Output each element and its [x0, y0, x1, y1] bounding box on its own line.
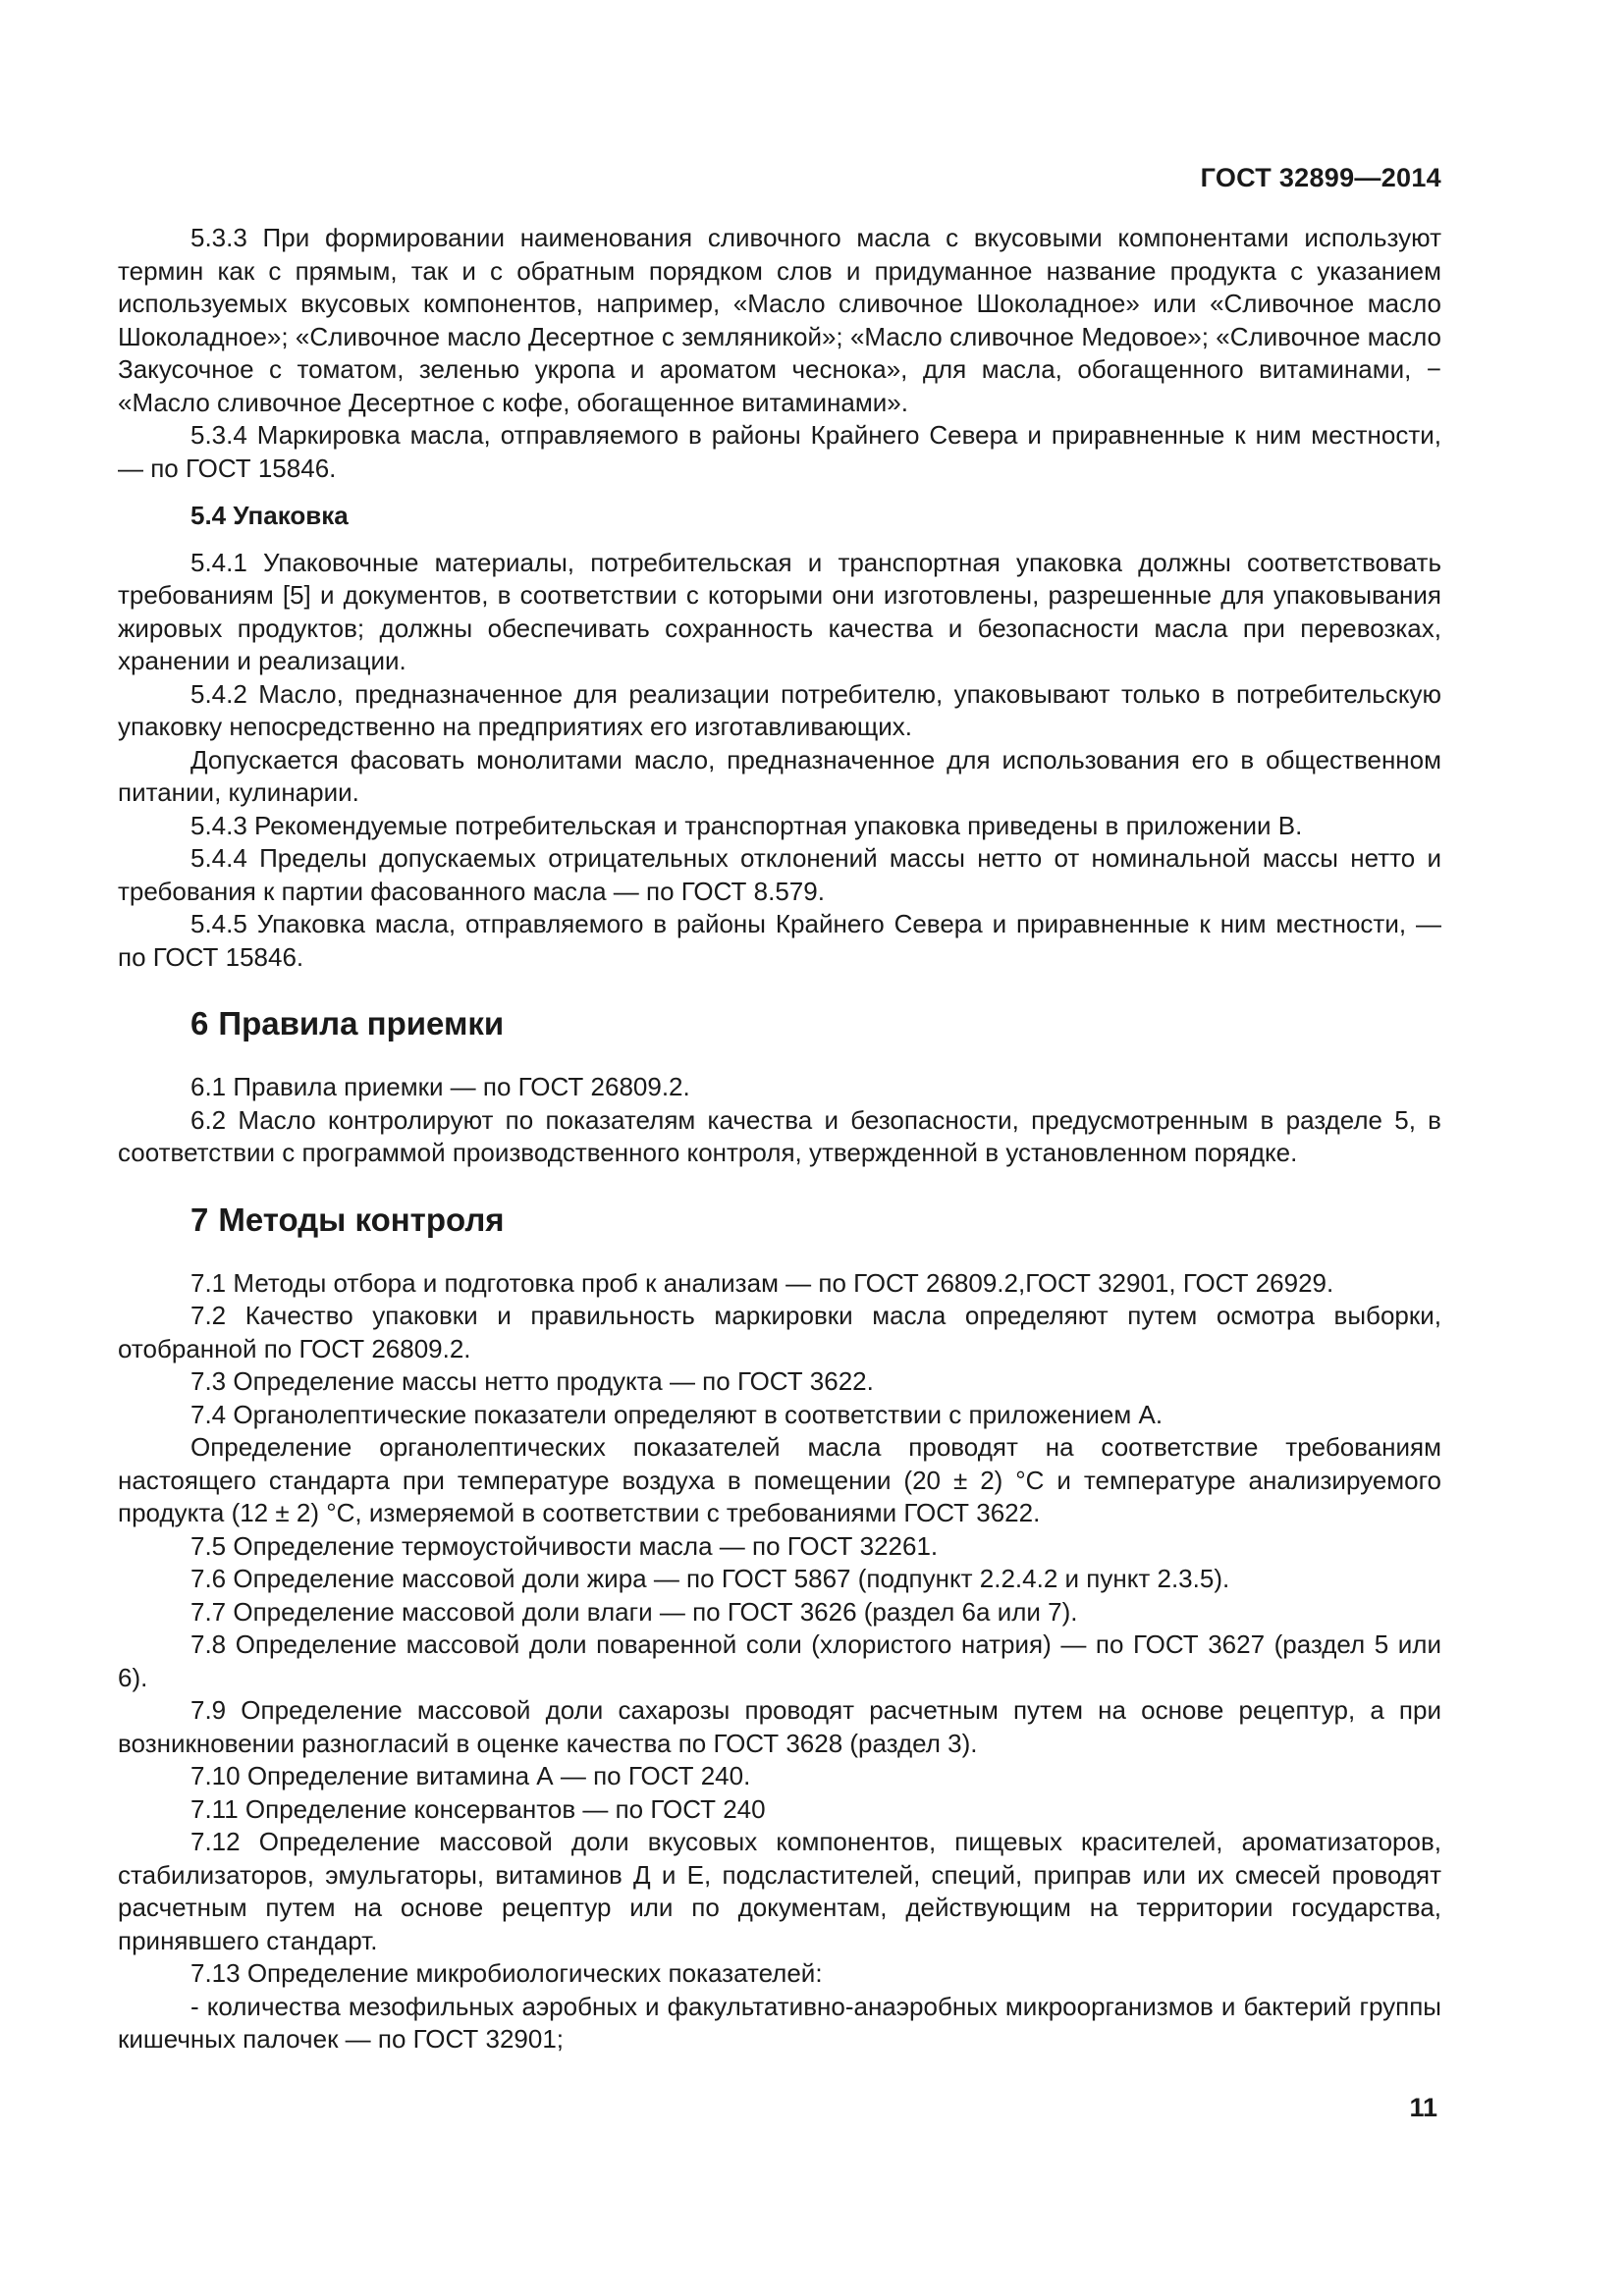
paragraph-7-5: 7.5 Определение термоустойчивости масла — по ГОСТ 32261. [190, 1530, 939, 1561]
section-7-title: Методы контроля [218, 1201, 505, 1238]
paragraph-7-6: 7.6 Определение массовой доли жира — по ГОСТ 5867 (подпункт 2.2.4.2 и пункт 2.3.5). [190, 1564, 1230, 1593]
document-code-header: ГОСТ 32899—2014 [1200, 163, 1441, 192]
paragraph-6-1: 6.1 Правила приемки — по ГОСТ 26809.2. [190, 1072, 690, 1101]
paragraph-7-8: 7.8 Определение массовой доли поваренной соли (хлористого натрия) — по ГОСТ 3627 (раздел 5 или 6). [118, 1629, 1441, 1692]
section-7-number: 7 [190, 1201, 209, 1238]
paragraph-5-4-2-continued: Допускается фасовать монолитами масло, предназначенное для использования его в общественном питании, кулинарии. [118, 744, 1441, 807]
paragraph-6-2: 6.2 Масло контролируют по показателям качества и безопасности, предусмотренным в разделе 5, в соответствии с программой производственного контроля, утвержденной в установленном порядке. [118, 1104, 1441, 1167]
paragraph-5-4-4: 5.4.4 Пределы допускаемых отрицательных отклонений массы нетто от номинальной массы нетто и требования к партии фасованного масла — по ГОСТ 8.579. [118, 843, 1441, 906]
section-heading-7 [118, 1201, 1441, 1240]
paragraph-5-4-5: 5.4.5 Упаковка масла, отправляемого в районы Крайнего Севера и приравненные к ним местности, — по ГОСТ 15846. [118, 909, 1441, 972]
paragraph-7-12: 7.12 Определение массовой доли вкусовых компонентов, пищевых красителей, ароматизаторов, стабилизаторов, эмульгаторы, витаминов Д и Е, подсластителей, специй, приправ или их смесей проводят расчетным путем на основе рецептур или по документам, действующим на территории государства, принявшего стандарт. [118, 1827, 1441, 1955]
paragraph-7-11: 7.11 Определение консервантов — по ГОСТ 240 [190, 1793, 766, 1824]
paragraph-7-7: 7.7 Определение массовой доли влаги — по ГОСТ 3626 (раздел 6а или 7). [190, 1596, 1078, 1627]
section-6-title: Правила приемки [218, 1005, 505, 1041]
paragraph-7-9: 7.9 Определение массовой доли сахарозы проводят расчетным путем на основе рецептур, а при возникновении разногласий в оценке качества по ГОСТ 3628 (раздел 3). [118, 1695, 1441, 1758]
paragraph-7-10: 7.10 Определение витамина А — по ГОСТ 240. [190, 1761, 751, 1790]
subsection-heading-5-4: 5.4 Упаковка [190, 501, 349, 530]
paragraph-5-4-3: 5.4.3 Рекомендуемые потребительская и транспортная упаковка приведены в приложении В. [190, 810, 1303, 840]
paragraph-7-1: 7.1 Методы отбора и подготовка проб к анализам — по ГОСТ 26809.2,ГОСТ 32901, ГОСТ 26929. [190, 1267, 1334, 1298]
paragraph-5-4-1: 5.4.1 Упаковочные материалы, потребительская и транспортная упаковка должны соответствовать требованиям [5] и документов, в соответствии с которыми они изготовлены, разрешенные для упаковывания жировых продуктов; должны обеспечивать сохранность качества и безопасности масла при перевозках, хранении и реализации. [118, 547, 1441, 675]
paragraph-5-3-3: 5.3.3 При формировании наименования сливочного масла с вкусовыми компонентами используют термин как с прямым, так и с обратным порядком слов и придуманное название продукта с указанием используемых вкусовых компонентов, например, «Масло сливочное Шоколадное» или «Сливочное масло Шоколадное»; «Сливочное масло Десертное с земляникой»; «Масло сливочное Медовое»; «Сливочное масло Закусочное с томатом, зеленью укропа и ароматом чеснока», для масла, обогащенного витаминами, − «Масло сливочное Десертное с кофе, обогащенное витаминами». [118, 223, 1441, 417]
paragraph-7-4-continued: Определение органолептических показателей масла проводят на соответствие требованиям настоящего стандарта при температуре воздуха в помещении (20 ± 2) °С и температуре анализируемого продукта (12 ± 2) °С, измеряемой в соответствии с требованиями ГОСТ 3622. [118, 1432, 1441, 1527]
paragraph-7-13: 7.13 Определение микробиологических показателей: [190, 1958, 823, 1988]
paragraph-5-4-2: 5.4.2 Масло, предназначенное для реализации потребителю, упаковывают только в потребительскую упаковку непосредственно на предприятиях его изготавливающих. [118, 678, 1441, 741]
document-body [118, 222, 1441, 2056]
paragraph-7-2: 7.2 Качество упаковки и правильность маркировки масла определяют путем осмотра выборки, отобранной по ГОСТ 26809.2. [118, 1301, 1441, 1363]
paragraph-7-13-item: - количества мезофильных аэробных и факультативно-анаэробных микроорганизмов и бактерий группы кишечных палочек — по ГОСТ 32901; [118, 1991, 1441, 2054]
paragraph-7-3: 7.3 Определение массы нетто продукта — по ГОСТ 3622. [190, 1366, 874, 1396]
page-number: 11 [1409, 2093, 1437, 2122]
section-6-number: 6 [190, 1005, 209, 1041]
paragraph-5-3-4: 5.3.4 Маркировка масла, отправляемого в районы Крайнего Севера и приравненные к ним местности, — по ГОСТ 15846. [118, 420, 1441, 483]
paragraph-7-4: 7.4 Органолептические показатели определяют в соответствии с приложением А. [190, 1399, 1164, 1429]
section-heading-6 [118, 1004, 1441, 1043]
